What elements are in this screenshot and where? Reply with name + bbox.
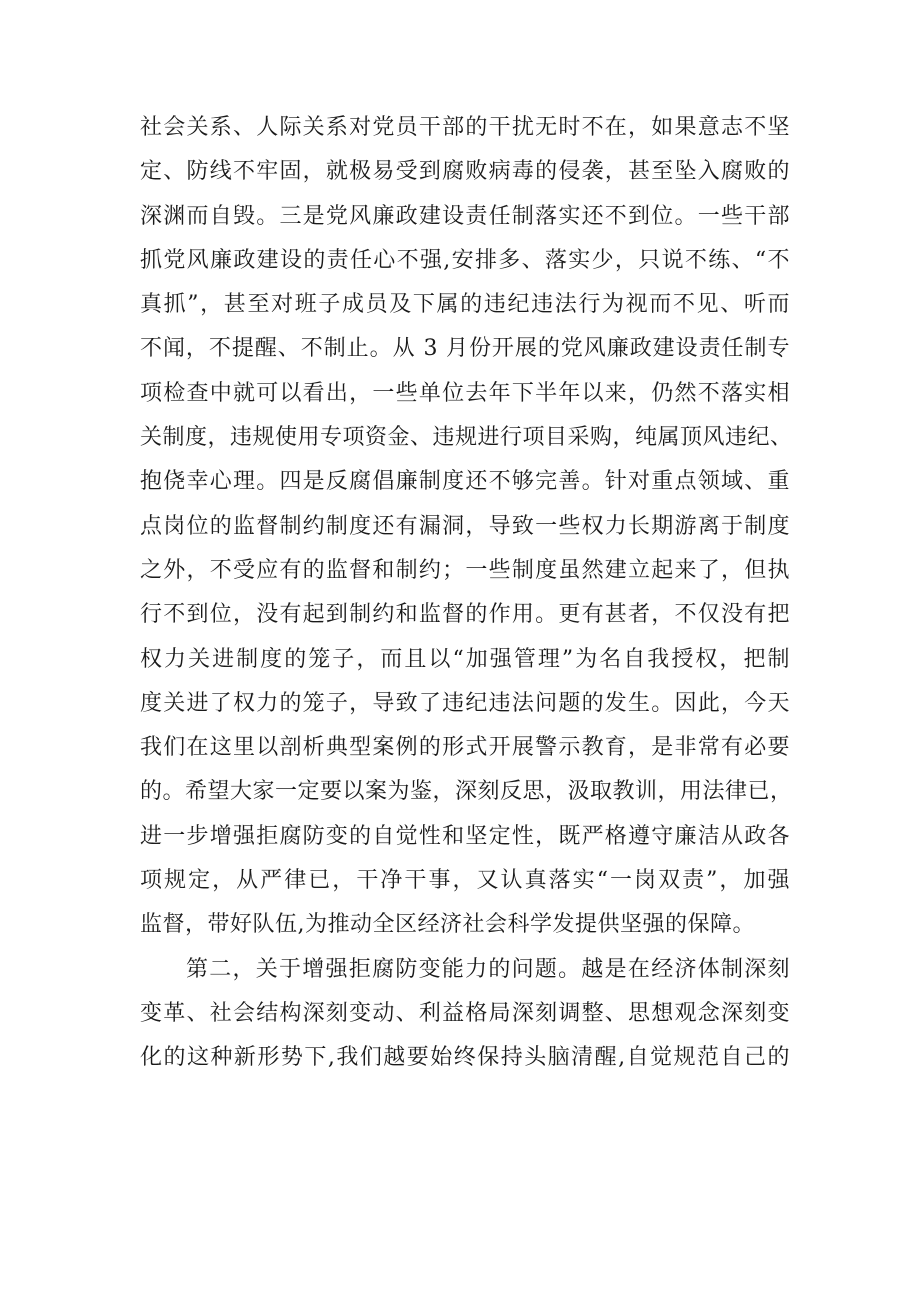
paragraph-1-line-15: 我们在这里以剖析典型案例的形式开展警示教育，是非常有必要: [140, 735, 790, 761]
paragraph-1-line-5: 真抓”，甚至对班子成员及下属的违纪违法行为视而不见、听而: [140, 292, 790, 318]
paragraph-2-line-1: 第二，关于增强拒腐防变能力的问题。越是在经济体制深刻: [186, 956, 790, 982]
paragraph-1-line-17: 进一步增强拒腐防变的自觉性和坚定性，既严格遵守廉洁从政各: [140, 823, 790, 849]
paragraph-1-line-9: 抱侥幸心理。四是反腐倡廉制度还不够完善。针对重点领域、重: [140, 469, 790, 495]
paragraph-1-line-3: 深渊而自毁。三是党风廉政建设责任制落实还不到位。一些干部: [140, 203, 790, 229]
paragraph-1-line-7: 项检查中就可以看出，一些单位去年下半年以来，仍然不落实相: [140, 380, 790, 406]
paragraph-1-line-12: 行不到位，没有起到制约和监督的作用。更有甚者，不仅没有把: [140, 602, 790, 628]
paragraph-1-line-6: 不闻，不提醒、不制止。从 3 月份开展的党风廉政建设责任制专: [140, 336, 790, 362]
paragraph-1-line-18: 项规定，从严律已，干净干事，又认真落实“一岗双责”，加强: [140, 868, 790, 894]
paragraph-1-line-14: 度关进了权力的笼子，导致了违纪违法问题的发生。因此，今天: [140, 690, 790, 716]
paragraph-1-line-4: 抓党风廉政建设的责任心不强,安排多、落实少，只说不练、“不: [140, 247, 790, 273]
body-text: [140, 106, 793, 1081]
paragraph-1-line-19: 监督，带好队伍,为推动全区经济社会科学发提供坚强的保障。: [140, 912, 755, 938]
paragraph-1-line-1: 社会关系、人际关系对党员干部的干扰无时不在，如果意志不坚: [140, 115, 790, 140]
paragraph-1-line-8: 关制度，违规使用专项资金、违规进行项目采购，纯属顶风违纪、: [140, 425, 793, 451]
paragraph-1-line-10: 点岗位的监督制约制度还有漏洞，导致一些权力长期游离于制度: [140, 513, 790, 539]
paragraph-2-line-3: 化的这种新形势下,我们越要始终保持头脑清醒,自觉规范自己的: [140, 1045, 790, 1071]
paragraph-1-line-2: 定、防线不牢固，就极易受到腐败病毒的侵袭，甚至坠入腐败的: [140, 159, 790, 185]
paragraph-1-line-13: 权力关进制度的笼子，而且以“加强管理”为名自我授权，把制: [140, 646, 790, 672]
paragraph-1-line-11: 之外，不受应有的监督和制约；一些制度虽然建立起来了，但执: [140, 557, 790, 583]
paragraph-1-line-16: 的。希望大家一定要以案为鉴，深刻反思，汲取教训，用法律已，: [140, 779, 793, 805]
paragraph-2-line-2: 变革、社会结构深刻变动、利益格局深刻调整、思想观念深刻变: [140, 1000, 790, 1026]
